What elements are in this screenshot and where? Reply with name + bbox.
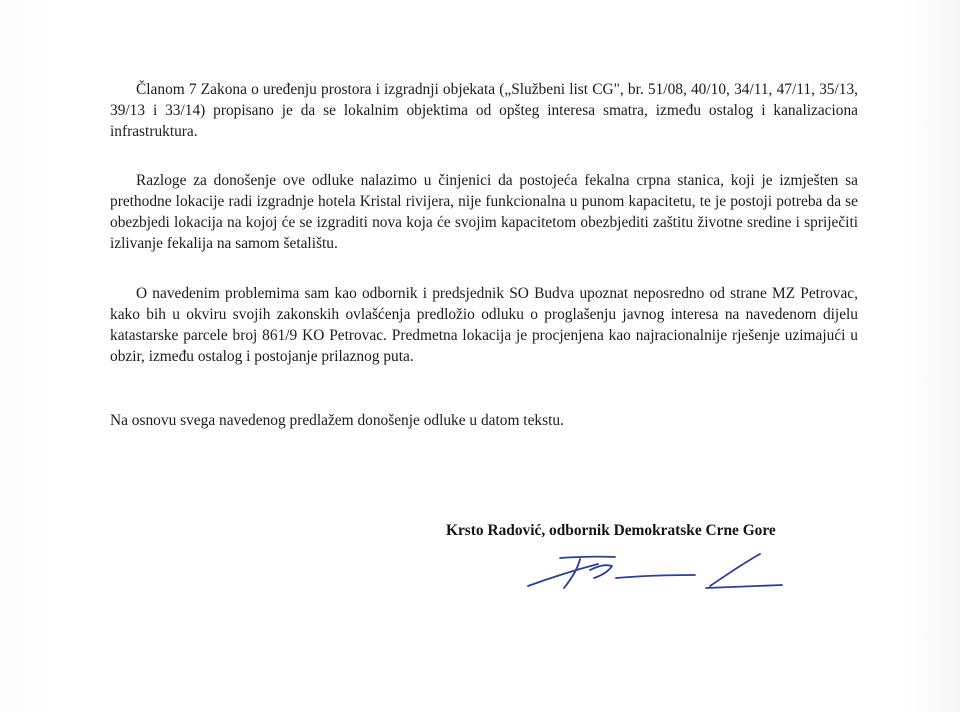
signature-name-line: Krsto Radović, odbornik Demokratske Crne Gore: [446, 522, 776, 539]
paragraph-problem-context: O navedenim problemima sam kao odbornik i predsjednik SO Budva upoznat neposredno od strane MZ Petrovac, kako bih u okviru svojih zakonskih ovlašćenja predložio odluku o proglašenju javnog interesa na navedenom dijelu katastarske parcele broj 861/9 KO Petrovac. Predmetna lokacija je procjenjena kao najracionalnije rješenje uzimajući u obzir, između ostalog i postojanje prilaznog puta.: [110, 285, 858, 365]
handwritten-signature: [520, 548, 790, 596]
paragraph-reasons: Razloge za donošenje ove odluke nalazimo u činjenici da postojeća fekalna crpna stanica, koji je izmješten sa prethodne lokacije radi izgradnje hotela Kristal rivijera, nije funkcionalna u punom kapacitetu, te je postoji potreba da se obezbjedi lokacija na kojoj će se izgraditi nova koja će svojim kapacitetom obezbjediti zaštitu životne sredine i spriječiti izlivanje fekalija na samom šetalištu.: [110, 172, 858, 252]
paragraph-legal-basis: Članom 7 Zakona o uređenju prostora i izgradnji objekata („Službeni list CG", br. 51/08, 40/10, 34/11, 47/11, 35/13, 39/13 i 33/14) propisano je da se lokalnim objektima od opšteg interesa smatra, između ostalog i kanalizaciona infrastruktura.: [110, 81, 858, 140]
paragraph-proposal: Na osnovu svega navedenog predlažem donošenje odluke u datom tekstu.: [110, 412, 564, 429]
